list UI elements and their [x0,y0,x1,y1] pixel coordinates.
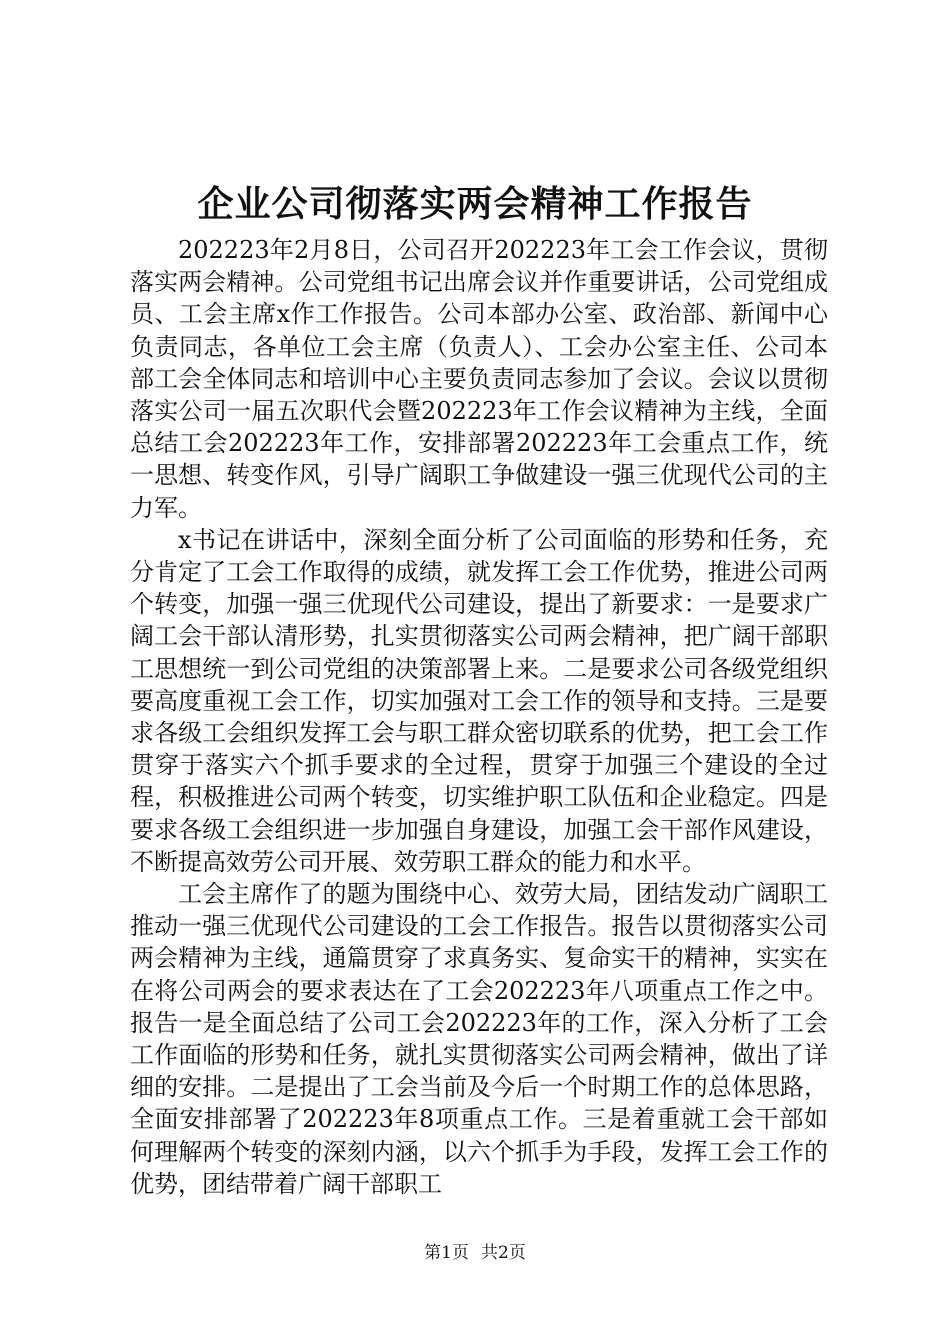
paragraph: 工会主席作了的题为围绕中心、效劳大局，团结发动广阔职工推动一强三优现代公司建设的工会工作报告。报告以贯彻落实公司两会精神为主线，通篇贯穿了求真务实、复命实干的精神，实实在在将公司两会的要求表达在了工会202223年八项重点工作之中。报告一是全面总结了公司工会202223年的工作，深入分析了工会工作面临的形势和任务，就扎实贯彻落实公司两会精神，做出了详细的安排。二是提出了工会当前及今后一个时期工作的总体思路，全面安排部署了202223年8项重点工作。三是着重就工会干部如何理解两个转变的深刻内涵，以六个抓手为手段，发挥工会工作的优势，团结带着广阔干部职工 [130,880,828,1198]
page-footer [0,1241,950,1265]
paragraph: x书记在讲话中，深刻全面分析了公司面临的形势和任务，充分肯定了工会工作取得的成绩，就发挥工会工作优势，推进公司两个转变，加强一强三优现代公司建设，提出了新要求：一是要求广阔工会干部认清形势，扎实贯彻落实公司两会精神，把广阔干部职工思想统一到公司党组的决策部署上来。二是要求公司各级党组织要高度重视工会工作，切实加强对工会工作的领导和支持。三是要求各级工会组织发挥工会与职工群众密切联系的优势，把工会工作贯穿于落实六个抓手要求的全过程，贯穿于加强三个建设的全过程，积极推进公司两个转变，切实维护职工队伍和企业稳定。四是要求各级工会组织进一步加强自身建设，加强工会干部作风建设，不断提高效劳公司开展、效劳职工群众的能力和水平。 [130,525,828,876]
page-number: 第1页 [424,1243,469,1263]
total-pages: 共2页 [481,1243,526,1263]
paragraph: 202223年2月8日，公司召开202223年工会工作会议，贯彻落实两会精神。公司党组书记出席会议并作重要讲话，公司党组成员、工会主席x作工作报告。公司本部办公室、政治部、新闻中心负责同志，各单位工会主席（负责人）、工会办公室主任、公司本部工会全体同志和培训中心主要负责同志参加了会议。会议以贯彻落实公司一届五次职代会暨202223年工作会议精神为主线，全面总结工会202223年工作，安排部署202223年工会重点工作，统一思想、转变作风，引导广阔职工争做建设一强三优现代公司的主力军。 [130,236,828,522]
document-body [130,234,828,1200]
document-title: 企业公司彻落实两会精神工作报告 [197,184,753,225]
